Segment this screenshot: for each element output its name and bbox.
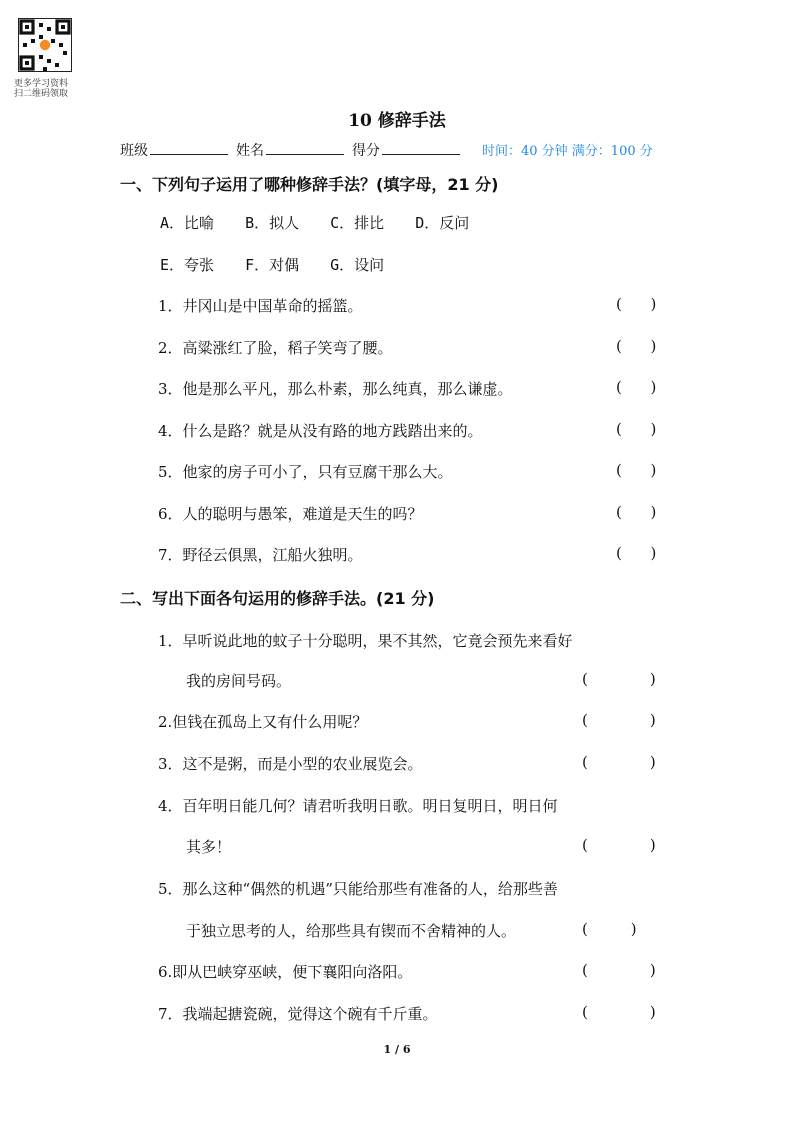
s1-answer-2[interactable]: ( ) [616,337,657,355]
s2-answer-3[interactable]: ( ) [582,753,656,771]
s1-answer-6[interactable]: ( ) [616,503,657,521]
s1-question-6: 6．人的聪明与愚笨，难道是天生的吗？ [158,505,423,523]
s1-answer-3[interactable]: ( ) [616,378,657,396]
name-label: 姓名 [236,143,264,159]
s1-answer-4[interactable]: ( ) [616,420,657,438]
qr-caption-line: 更多学习资料 [14,79,69,89]
score-blank[interactable] [382,140,460,155]
qr-caption-line: 扫二维码领取 [14,89,69,99]
class-blank[interactable] [150,140,228,155]
s1-answer-1[interactable]: ( ) [616,295,657,313]
option-a: A．比喻 [160,214,215,232]
qr-code [18,18,72,72]
s2-answer-7[interactable]: ( ) [582,1003,656,1021]
s1-answer-5[interactable]: ( ) [616,461,657,479]
option-c: C．排比 [330,214,385,232]
s2-question-4-line-2: 其多！ [186,838,232,856]
s2-answer-5[interactable]: ( ) [582,920,637,938]
score-label: 得分 [352,143,380,159]
option-d: D．反问 [415,214,470,232]
s2-question-6: 6.即从巴峡穿巫峡，便下襄阳向洛阳。 [158,963,413,981]
s1-question-4: 4．什么是路？就是从没有路的地方践踏出来的。 [158,422,483,440]
section-1-heading: 一、下列句子运用了哪种修辞手法？(填字母，21 分) [120,175,499,194]
s2-question-1-line-1: 1．早听说此地的蚊子十分聪明，果不其然，它竟会预先来看好 [158,632,573,650]
options-row-1 [160,212,491,233]
s2-question-5-line-2: 于独立思考的人，给那些具有锲而不舍精神的人。 [186,922,517,940]
s2-question-7: 7．我端起搪瓷碗，觉得这个碗有千斤重。 [158,1005,438,1023]
s2-question-3: 3．这不是粥，而是小型的农业展览会。 [158,755,423,773]
option-g: G．设问 [330,256,385,274]
options-row-2 [160,254,406,275]
s2-question-2: 2.但钱在孤岛上又有什么用呢？ [158,713,368,731]
option-e: E．夸张 [160,256,215,274]
s2-answer-2[interactable]: ( ) [582,711,656,729]
option-b: B．拟人 [245,214,300,232]
class-label: 班级 [120,143,148,159]
page-title: 10 修辞手法 [348,111,446,131]
s2-question-5-line-1: 5．那么这种“偶然的机遇”只能给那些有准备的人，给那些善 [158,880,558,898]
s1-answer-7[interactable]: ( ) [616,544,657,562]
s2-question-4-line-1: 4．百年明日能几何？请君听我明日歌。明日复明日，明日何 [158,797,558,815]
s1-question-5: 5．他家的房子可小了，只有豆腐干那么大。 [158,463,453,481]
s2-answer-6[interactable]: ( ) [582,961,656,979]
s1-question-3: 3．他是那么平凡，那么朴素，那么纯真，那么谦虚。 [158,380,513,398]
qr-caption [14,79,84,99]
time-limit: 时间：40 分钟 满分：100 分 [482,144,653,159]
student-info-row [120,140,653,160]
page-number: 1 / 6 [383,1043,411,1056]
s2-answer-4[interactable]: ( ) [582,836,656,854]
option-f: F．对偶 [245,256,300,274]
s2-question-1-line-2: 我的房间号码。 [186,672,292,690]
qr-code-image [19,19,71,71]
s1-question-2: 2．高粱涨红了脸，稻子笑弯了腰。 [158,339,393,357]
section-2-heading: 二、写出下面各句运用的修辞手法。(21 分) [120,589,435,608]
s1-question-1: 1．井冈山是中国革命的摇篮。 [158,297,363,315]
s1-question-7: 7．野径云俱黑，江船火独明。 [158,546,363,564]
s2-answer-1[interactable]: ( ) [582,670,656,688]
name-blank[interactable] [266,140,344,155]
